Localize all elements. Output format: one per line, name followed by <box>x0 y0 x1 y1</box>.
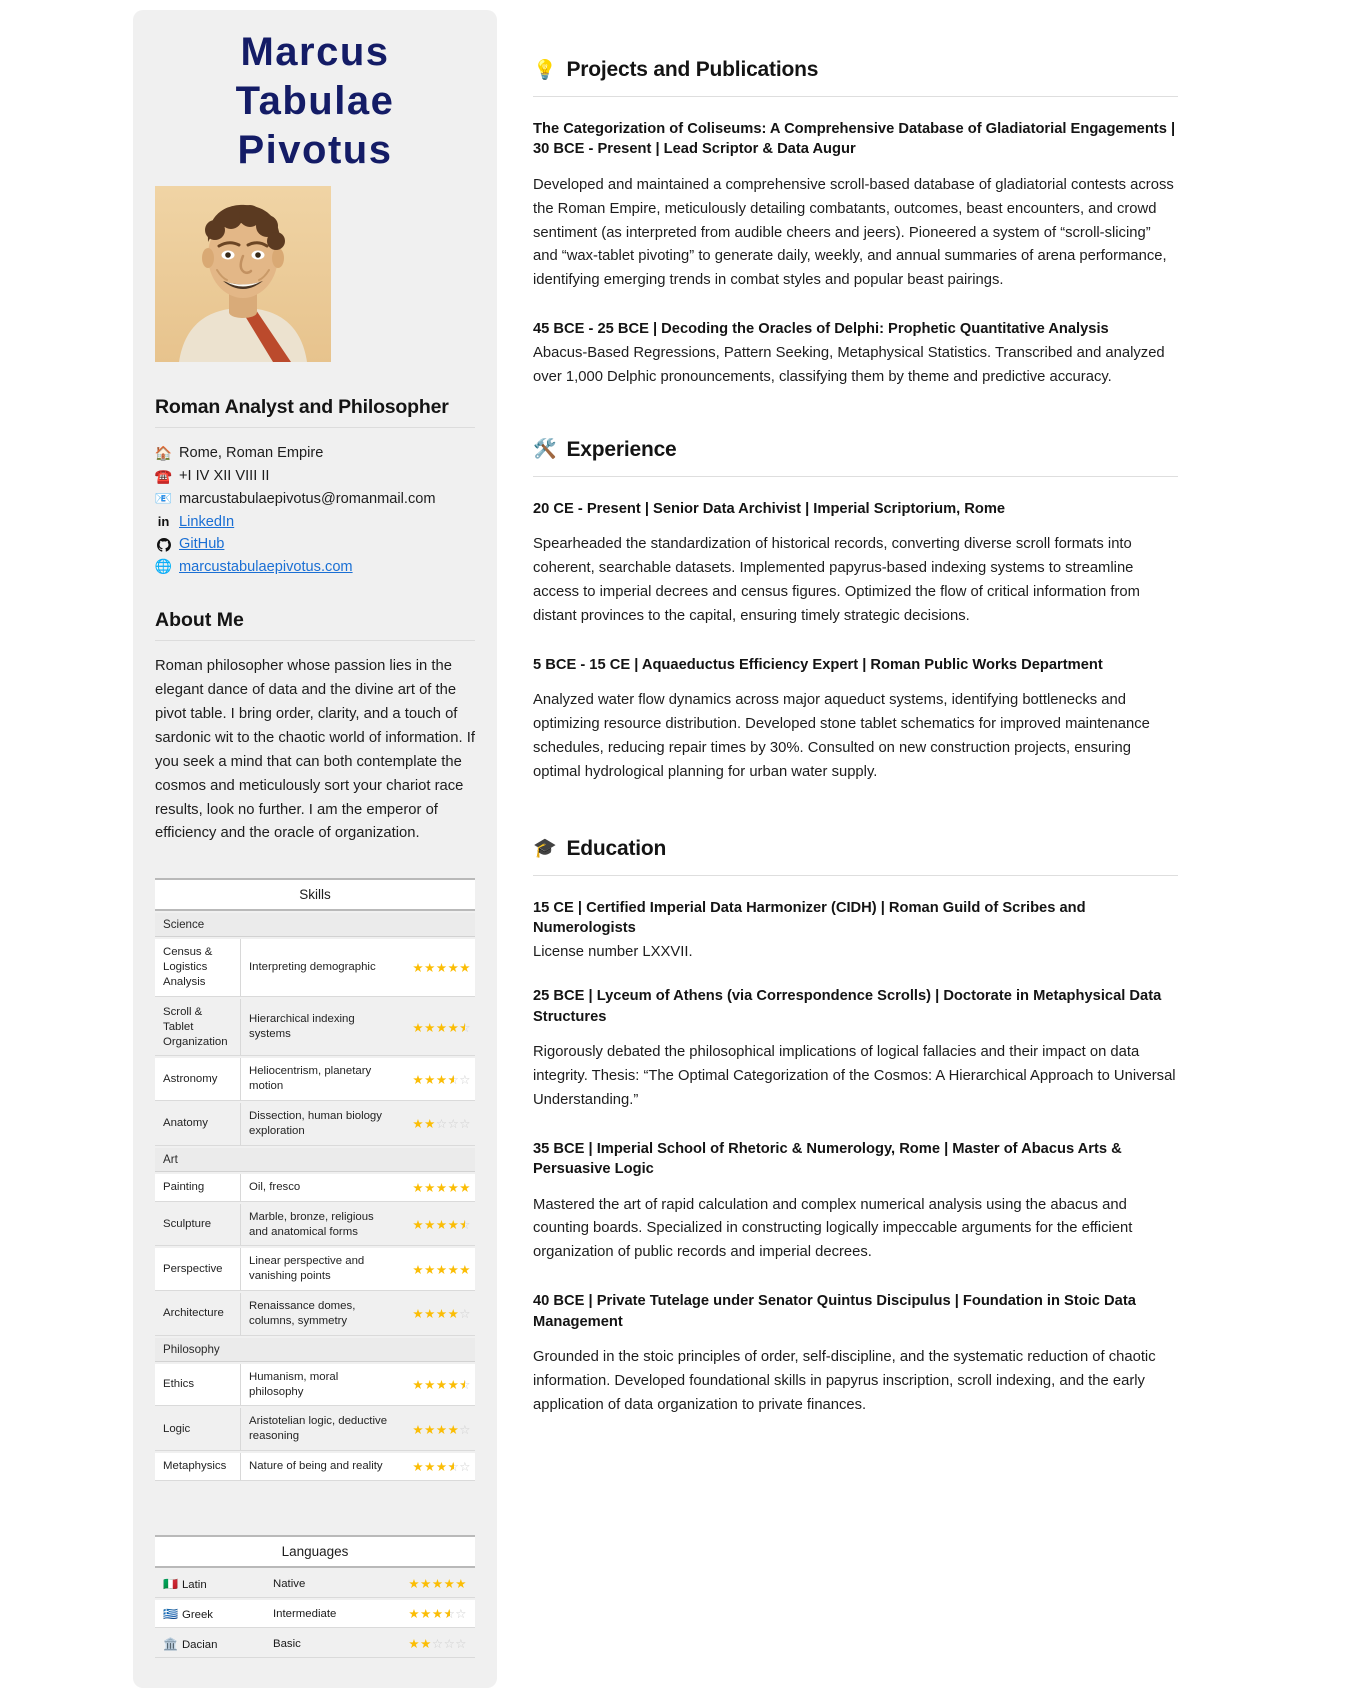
entry-title: 15 CE | Certified Imperial Data Harmonizer (CIDH) | Roman Guild of Scribes and Numerologists <box>533 899 1086 937</box>
github-icon <box>155 536 172 553</box>
star-full: ★ <box>424 1307 436 1322</box>
skills-caption: Skills <box>155 878 475 911</box>
divider <box>155 427 475 428</box>
table-row <box>155 1570 475 1598</box>
language-rating <box>375 1570 475 1598</box>
star-full: ★ <box>412 1020 425 1035</box>
star-full: ★ <box>455 1577 467 1592</box>
rating-stars <box>412 1460 471 1474</box>
star-full: ★ <box>447 1378 460 1393</box>
star-full: ★ <box>412 1262 425 1277</box>
entry <box>533 119 1178 293</box>
skill-description: Hierarchical indexing systems <box>241 999 397 1056</box>
contact-item-email <box>155 488 475 511</box>
section-header <box>533 58 1178 82</box>
table-row <box>155 1204 475 1247</box>
avatar <box>155 182 475 362</box>
skill-group-label: Art <box>155 1148 475 1172</box>
skill-name: Ethics <box>155 1364 241 1407</box>
star-full: ★ <box>412 1117 425 1132</box>
skill-group-label: Philosophy <box>155 1338 475 1362</box>
star-full: ★ <box>447 1262 460 1277</box>
spacer <box>533 1444 1178 1466</box>
contact-email-text: marcustabulaepivotus@romanmail.com <box>179 490 436 507</box>
star-full: ★ <box>412 961 425 976</box>
rating-stars <box>412 1218 471 1232</box>
star-full: ★ <box>424 1117 436 1132</box>
divider <box>533 875 1178 876</box>
star-full: ★ <box>424 1180 436 1195</box>
email-icon: 📧 <box>154 490 173 507</box>
entry-body: Rigorously debated the philosophical implications of logical fallacies and their impact on data integrity. Thesis: “The Optimal Categorization of the Cosmos: A Hierarchical Approach to Universal Understanding.” <box>533 1044 1176 1108</box>
skill-rating <box>397 1248 475 1291</box>
star-full: ★ <box>412 1378 425 1393</box>
skill-rating <box>397 1174 475 1202</box>
rating-stars <box>412 1423 471 1437</box>
entry-body: Spearheaded the standardization of historical records, converting diverse scroll formats into coherent, searchable datasets. Implemented papyrus-based indexing systems to streamline access to imperial decrees and census figures. Optimized the flow of critical information from distant provinces to the capital, ensuring timely strategic decisions. <box>533 535 1140 624</box>
star-full: ★ <box>412 1307 425 1322</box>
section-title: Experience <box>566 437 677 461</box>
skill-description: Humanism, moral philosophy <box>241 1364 397 1407</box>
rating-stars <box>412 1181 471 1195</box>
entry-body: Developed and maintained a comprehensive scroll-based database of gladiatorial contests across the Roman Empire, meticulously detailing combatants, outcomes, beast encounters, and crowd sentiment (as interpreted from audible cheers and jeers). Pioneered a system of “scroll-slicing” and “wax-tablet pivoting” to generate daily, weekly, and annual summaries of arena performance, identifying emerging trends in combat styles and popular beast pairings. <box>533 176 1174 289</box>
about-heading: About Me <box>155 608 244 631</box>
star-full: ★ <box>459 961 471 976</box>
skill-rating <box>397 999 475 1056</box>
star-half: ★ ☆ <box>448 1072 460 1087</box>
star-full: ★ <box>435 1460 448 1475</box>
star-full: ★ <box>412 1180 425 1195</box>
star-full: ★ <box>420 1577 432 1592</box>
star-full: ★ <box>408 1637 421 1652</box>
table-row <box>155 1248 475 1291</box>
table-row <box>155 1408 475 1451</box>
rating-stars <box>408 1577 467 1591</box>
skill-description: Dissection, human biology exploration <box>241 1103 397 1146</box>
section-education <box>533 837 1178 1466</box>
section-experience <box>533 438 1178 833</box>
skills-table-wrap <box>155 876 475 1483</box>
star-full: ★ <box>424 961 436 976</box>
entry <box>533 986 1178 1112</box>
spacer <box>533 811 1178 833</box>
star-full: ★ <box>435 1262 448 1277</box>
skill-description: Nature of being and reality <box>241 1453 397 1481</box>
about-text: Roman philosopher whose passion lies in the elegant dance of data and the divine art of the pivot table. I bring order, clarity, and a touch of sardonic wit to the chaotic world of information. If you seek a mind that can both contemplate the cosmos and meticulously sort your chariot race results, look no further. I am the emperor of efficiency and the oracle of organization. <box>155 657 475 842</box>
star-empty: ☆ <box>431 1637 444 1652</box>
star-full: ★ <box>435 1422 448 1437</box>
portrait-image <box>155 186 331 362</box>
entry-title: 40 BCE | Private Tutelage under Senator Quintus Discipulus | Foundation in Stoic Data Management <box>533 1293 1136 1330</box>
star-full: ★ <box>424 1460 436 1475</box>
star-full: ★ <box>408 1607 421 1622</box>
rating-stars <box>412 1073 471 1087</box>
skill-name: Metaphysics <box>155 1453 241 1481</box>
section-title: Projects and Publications <box>566 58 819 81</box>
entry-body: Mastered the art of rapid calculation and complex numerical analysis using the abacus and counting boards. Specialized in constructing logically impeccable arguments for the efficient organization of public records and imperial decrees. <box>533 1196 1133 1261</box>
skill-rating <box>397 1364 475 1407</box>
rating-stars <box>412 1021 471 1035</box>
star-full: ★ <box>435 1180 448 1195</box>
star-full: ★ <box>447 1020 460 1035</box>
rating-stars <box>412 1378 471 1392</box>
table-row <box>155 939 475 996</box>
star-empty: ☆ <box>443 1637 456 1652</box>
entry-title: 45 BCE - 25 BCE | Decoding the Oracles of Delphi: Prophetic Quantitative Analysis <box>533 321 1109 338</box>
languages-caption-row <box>155 1535 475 1568</box>
sidebar <box>133 10 497 1688</box>
languages-body <box>155 1570 475 1658</box>
star-full: ★ <box>412 1460 425 1475</box>
section-header <box>533 438 1178 462</box>
star-full: ★ <box>447 1218 460 1233</box>
skill-name: Perspective <box>155 1248 241 1291</box>
rating-stars <box>408 1637 467 1651</box>
divider <box>533 476 1178 477</box>
star-half: ★ ☆ <box>459 1217 471 1232</box>
rating-stars <box>408 1607 467 1621</box>
star-full: ★ <box>447 1307 460 1322</box>
skill-rating <box>397 1204 475 1247</box>
star-full: ★ <box>435 1307 448 1322</box>
star-empty: ☆ <box>459 1072 471 1087</box>
table-row <box>155 1600 475 1628</box>
rating-stars <box>412 1263 471 1277</box>
skill-rating <box>397 1453 475 1481</box>
star-full: ★ <box>424 1072 436 1087</box>
star-full: ★ <box>459 1262 471 1277</box>
skill-name: Logic <box>155 1408 241 1451</box>
star-full: ★ <box>412 1422 425 1437</box>
languages-caption: Languages <box>155 1535 475 1568</box>
star-full: ★ <box>435 1218 448 1233</box>
languages-table-wrap <box>155 1533 475 1660</box>
star-full: ★ <box>412 1072 425 1087</box>
entry-title: 5 BCE - 15 CE | Aquaeductus Efficiency Expert | Roman Public Works Department <box>533 656 1103 673</box>
phone-icon: ☎️ <box>154 467 173 484</box>
linkedin-link[interactable]: LinkedIn <box>179 513 235 530</box>
rating-stars <box>412 1117 471 1131</box>
skill-name: Anatomy <box>155 1103 241 1146</box>
languages-table <box>155 1533 475 1660</box>
language-name: 🇬🇷 Greek <box>155 1600 265 1628</box>
skill-description: Aristotelian logic, deductive reasoning <box>241 1408 397 1451</box>
skill-rating <box>397 1058 475 1101</box>
star-full: ★ <box>424 1020 436 1035</box>
skill-description: Oil, fresco <box>241 1174 397 1202</box>
contact-item-website[interactable] <box>155 556 475 579</box>
flag-icon: 🏛️ <box>163 1636 178 1651</box>
skill-name: Scroll & Tablet Organization <box>155 999 241 1056</box>
star-half: ★ ☆ <box>459 1020 471 1035</box>
language-name: 🇮🇹 Latin <box>155 1570 265 1598</box>
rating-stars <box>412 1307 471 1321</box>
language-rating <box>375 1630 475 1658</box>
graduation-cap-icon: 🎓 <box>533 838 557 860</box>
star-empty: ☆ <box>459 1422 471 1437</box>
flag-icon: 🇮🇹 <box>163 1576 178 1591</box>
table-row <box>155 1453 475 1481</box>
star-full: ★ <box>435 1020 448 1035</box>
section-title: Education <box>566 836 667 860</box>
skill-rating <box>397 1293 475 1336</box>
star-full: ★ <box>443 1577 456 1592</box>
contact-list <box>155 442 475 578</box>
rating-stars <box>412 961 471 975</box>
skill-description: Heliocentrism, planetary motion <box>241 1058 397 1101</box>
contact-phone-text: +I IV XII VIII II <box>179 468 270 485</box>
language-rating <box>375 1600 475 1628</box>
entry-title: 35 BCE | Imperial School of Rhetoric & Numerology, Rome | Master of Abacus Arts & Persuasive Logic <box>533 1140 1122 1178</box>
entry-body: License number LXXVII. <box>533 943 693 960</box>
table-row <box>155 1058 475 1101</box>
skill-group-row <box>155 1338 475 1362</box>
star-full: ★ <box>447 1180 460 1195</box>
entry <box>533 499 1178 629</box>
skill-description: Marble, bronze, religious and anatomical forms <box>241 1204 397 1247</box>
skills-caption-row <box>155 878 475 911</box>
divider <box>533 96 1178 97</box>
language-level: Intermediate <box>265 1600 375 1628</box>
section-projects <box>533 58 1178 434</box>
name-line-1: Marcus <box>240 30 390 74</box>
entry-body: Grounded in the stoic principles of order, self-discipline, and the systematic reduction of chaotic information. Developed foundational skills in papyrus inscription, scroll indexing, and the early application of data organization to private finances. <box>533 1348 1156 1413</box>
skill-rating <box>397 1103 475 1146</box>
entry-body: Abacus-Based Regressions, Pattern Seeking, Metaphysical Statistics. Transcribed and analyzed over 1,000 Delphic pronouncements, classifying them by theme and predictive accuracy. <box>533 344 1165 385</box>
skill-description: Interpreting demographic <box>241 939 397 996</box>
contact-item-location <box>155 442 475 465</box>
star-empty: ☆ <box>459 1307 471 1322</box>
section-header <box>533 837 1178 861</box>
star-full: ★ <box>435 961 448 976</box>
skill-name: Architecture <box>155 1293 241 1336</box>
star-empty: ☆ <box>435 1117 448 1132</box>
star-full: ★ <box>420 1637 432 1652</box>
github-link[interactable]: GitHub <box>179 536 225 553</box>
linkedin-icon: in <box>157 513 170 529</box>
job-title: Roman Analyst and Philosopher <box>155 396 449 419</box>
website-link[interactable]: marcustabulaepivotus.com <box>179 558 353 575</box>
star-full: ★ <box>447 1422 460 1437</box>
star-full: ★ <box>408 1577 421 1592</box>
star-full: ★ <box>431 1577 444 1592</box>
star-full: ★ <box>459 1180 471 1195</box>
contact-location-text: Rome, Roman Empire <box>179 445 324 462</box>
skill-name: Sculpture <box>155 1204 241 1247</box>
spacer <box>155 1483 475 1503</box>
entry <box>533 1291 1178 1417</box>
tools-icon: 🛠️ <box>533 439 557 461</box>
contact-item-phone <box>155 465 475 488</box>
skill-name: Astronomy <box>155 1058 241 1101</box>
spacer <box>533 412 1178 434</box>
star-full: ★ <box>435 1378 448 1393</box>
lightbulb-icon: 💡 <box>533 59 557 81</box>
skill-description: Renaissance domes, columns, symmetry <box>241 1293 397 1336</box>
divider <box>155 640 475 641</box>
skill-rating <box>397 1408 475 1451</box>
name-line-2: Tabulae <box>235 78 395 123</box>
home-icon: 🏠 <box>154 444 173 461</box>
entry <box>533 319 1178 389</box>
skill-group-row <box>155 1148 475 1172</box>
skill-group-label: Science <box>155 913 475 937</box>
star-full: ★ <box>424 1218 436 1233</box>
star-full: ★ <box>424 1262 436 1277</box>
entry-body: Analyzed water flow dynamics across major aqueduct systems, identifying bottlenecks and optimizing resource distribution. Developed stone tablet schematics for improved maintenance schedules, reducing repair times by 30%. Consulted on new construction projects, ensuring optimal hydrological planning for urban water supply. <box>533 692 1150 780</box>
star-empty: ☆ <box>455 1637 467 1652</box>
star-full: ★ <box>431 1607 444 1622</box>
star-empty: ☆ <box>447 1117 460 1132</box>
table-row <box>155 1364 475 1407</box>
language-name: 🏛️ Dacian <box>155 1630 265 1658</box>
language-level: Native <box>265 1570 375 1598</box>
entry <box>533 1139 1178 1265</box>
entry-title: 20 CE - Present | Senior Data Archivist | Imperial Scriptorium, Rome <box>533 500 1006 517</box>
contact-item-github[interactable] <box>155 533 475 556</box>
skills-table <box>155 876 475 1483</box>
star-half: ★ ☆ <box>444 1606 456 1621</box>
globe-icon: 🌐 <box>154 558 173 575</box>
star-full: ★ <box>424 1378 436 1393</box>
star-empty: ☆ <box>459 1460 471 1475</box>
table-row <box>155 999 475 1056</box>
star-full: ★ <box>412 1218 425 1233</box>
main-sections <box>533 58 1178 1466</box>
table-row <box>155 1293 475 1336</box>
star-half: ★ ☆ <box>459 1377 471 1392</box>
table-row <box>155 1630 475 1658</box>
table-row <box>155 1103 475 1146</box>
main-content <box>497 10 1358 1510</box>
entry-title: 25 BCE | Lyceum of Athens (via Correspondence Scrolls) | Doctorate in Metaphysical Data Structures <box>533 988 1162 1025</box>
star-half: ★ ☆ <box>448 1459 460 1474</box>
skill-description: Linear perspective and vanishing points <box>241 1248 397 1291</box>
star-full: ★ <box>420 1607 432 1622</box>
star-full: ★ <box>447 961 460 976</box>
entry <box>533 898 1178 965</box>
skills-body <box>155 913 475 1481</box>
skill-name: Painting <box>155 1174 241 1202</box>
entry-title: The Categorization of Coliseums: A Comprehensive Database of Gladiatorial Engagements | 30 BCE - Present | Lead Scriptor & Data Augur <box>533 121 1176 158</box>
language-level: Basic <box>265 1630 375 1658</box>
table-row <box>155 1174 475 1202</box>
star-full: ★ <box>435 1072 448 1087</box>
star-empty: ☆ <box>455 1607 467 1622</box>
skill-name: Census & Logistics Analysis <box>155 939 241 996</box>
skill-rating <box>397 939 475 996</box>
name-line-3: Pivotus <box>237 127 393 172</box>
contact-item-linkedin[interactable] <box>155 511 475 534</box>
skill-group-row <box>155 913 475 937</box>
flag-icon: 🇬🇷 <box>163 1606 178 1621</box>
entry <box>533 655 1178 785</box>
page-title <box>155 10 475 182</box>
star-full: ★ <box>424 1422 436 1437</box>
star-empty: ☆ <box>459 1117 471 1132</box>
